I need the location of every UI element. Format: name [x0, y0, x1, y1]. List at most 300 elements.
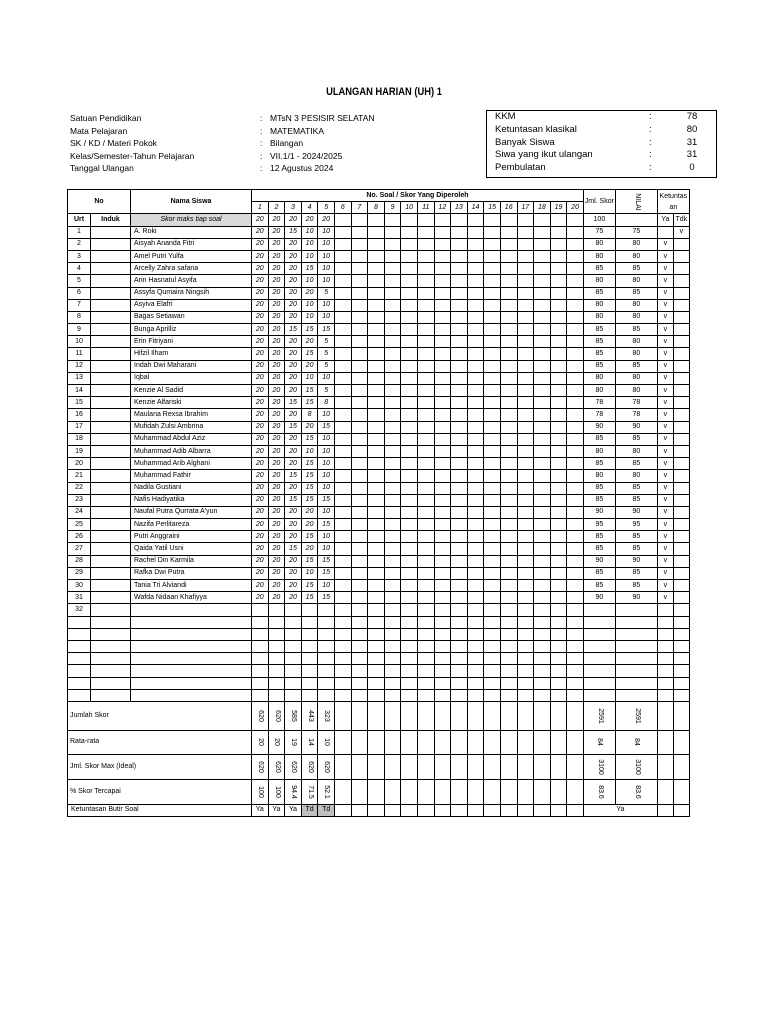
student-score: [434, 263, 451, 275]
summary-value-text: 323: [323, 710, 331, 722]
student-nilai: 80: [615, 372, 657, 384]
summary-value: [301, 754, 318, 779]
empty-cell: [517, 628, 534, 640]
summary-value: [500, 701, 517, 730]
table-row: [68, 324, 690, 336]
empty-cell: [268, 616, 285, 628]
soal-number: 13: [451, 202, 468, 214]
student-score: [417, 385, 434, 397]
student-score: [517, 543, 534, 555]
student-score: [517, 250, 534, 262]
summary-tdk: [673, 730, 689, 754]
student-no: 7: [68, 299, 91, 311]
student-tdk: [673, 348, 689, 360]
empty-cell: [334, 665, 351, 677]
student-induk: [91, 580, 131, 592]
student-score: [384, 287, 401, 299]
student-score: [500, 580, 517, 592]
student-ya: v: [657, 458, 673, 470]
table-row: [68, 421, 690, 433]
student-score: [417, 238, 434, 250]
student-score: [484, 482, 501, 494]
info-value: VII.1/1 - 2024/2025: [270, 150, 343, 161]
student-score: [334, 397, 351, 409]
student-score: [384, 543, 401, 555]
empty-cell: [500, 677, 517, 689]
summary-nilai: [615, 754, 657, 779]
student-score: 20: [252, 555, 269, 567]
student-score: [467, 311, 484, 323]
student-score: [517, 458, 534, 470]
student-score: [417, 445, 434, 457]
student-score: [401, 336, 418, 348]
soal-number: 18: [534, 202, 551, 214]
student-score: 20: [268, 287, 285, 299]
max-score: [368, 214, 385, 226]
student-score: 20: [268, 263, 285, 275]
student-score: [451, 519, 468, 531]
table-row: [68, 336, 690, 348]
student-score: [417, 409, 434, 421]
student-score: 20: [252, 348, 269, 360]
student-induk: [91, 324, 131, 336]
info-colon: :: [260, 113, 263, 123]
student-jml: 90: [583, 555, 615, 567]
summary-value: [434, 701, 451, 730]
empty-cell: [484, 628, 501, 640]
student-score: [484, 409, 501, 421]
butir-status: [368, 804, 385, 816]
summary-value-text: 14: [306, 738, 314, 747]
empty-cell: [285, 677, 302, 689]
student-jml: 78: [583, 397, 615, 409]
student-ya: v: [657, 580, 673, 592]
summary-value: [268, 701, 285, 730]
student-score: [534, 385, 551, 397]
empty-cell: [434, 689, 451, 701]
header-tdk: Tdk: [673, 214, 689, 226]
student-score: [434, 458, 451, 470]
empty-cell: [615, 616, 657, 628]
empty-cell: [500, 640, 517, 652]
student-score: [467, 324, 484, 336]
student-score: [534, 567, 551, 579]
student-score: [550, 421, 567, 433]
student-tdk: [673, 250, 689, 262]
student-score: [467, 409, 484, 421]
student-score: [384, 324, 401, 336]
empty-cell: [434, 616, 451, 628]
student-ya: v: [657, 543, 673, 555]
student-score: 20: [285, 263, 302, 275]
student-score: 20: [252, 360, 269, 372]
student-nilai: 85: [615, 494, 657, 506]
empty-cell: [91, 616, 131, 628]
student-score: [434, 445, 451, 457]
student-tdk: [673, 421, 689, 433]
student-score: [417, 604, 434, 616]
student-no: 8: [68, 311, 91, 323]
header-row: [68, 214, 690, 226]
student-score: [467, 275, 484, 287]
student-score: 20: [285, 348, 302, 360]
student-score: [351, 580, 368, 592]
student-score: [550, 409, 567, 421]
student-score: [368, 592, 385, 604]
summary-value-text: 620: [273, 710, 281, 722]
student-score: [434, 433, 451, 445]
student-score: [517, 372, 534, 384]
summary-value: [534, 701, 551, 730]
table-row: [68, 409, 690, 421]
student-jml: 85: [583, 433, 615, 445]
student-score: [484, 397, 501, 409]
student-score: [500, 336, 517, 348]
student-score: [534, 531, 551, 543]
student-no: 9: [68, 324, 91, 336]
student-induk: [91, 433, 131, 445]
student-score: [368, 299, 385, 311]
student-jml: 85: [583, 531, 615, 543]
student-score: 20: [285, 555, 302, 567]
summary-value: [285, 779, 302, 804]
info-label: SK / KD / Materi Pokok: [70, 138, 157, 149]
student-no: 27: [68, 543, 91, 555]
student-score: [434, 494, 451, 506]
student-score: [567, 360, 584, 372]
student-score: 20: [301, 360, 318, 372]
student-score: [351, 226, 368, 238]
student-score: [401, 409, 418, 421]
student-score: 20: [285, 275, 302, 287]
student-score: 20: [252, 445, 269, 457]
butir-status: Ya: [252, 804, 269, 816]
student-score: [417, 311, 434, 323]
student-score: [451, 506, 468, 518]
student-no: 21: [68, 470, 91, 482]
student-score: [417, 458, 434, 470]
student-score: [384, 397, 401, 409]
student-score: 10: [301, 299, 318, 311]
summary-ya: [657, 754, 673, 779]
student-score: [351, 567, 368, 579]
student-score: [534, 324, 551, 336]
student-score: [567, 385, 584, 397]
student-jml: 80: [583, 470, 615, 482]
butir-status: [434, 804, 451, 816]
student-score: [484, 299, 501, 311]
student-score: [500, 482, 517, 494]
student-score: [567, 348, 584, 360]
student-score: [451, 458, 468, 470]
student-score: [517, 385, 534, 397]
student-score: [550, 531, 567, 543]
student-nilai: 85: [615, 531, 657, 543]
student-score: [334, 360, 351, 372]
student-score: 20: [252, 543, 269, 555]
student-score: [334, 287, 351, 299]
soal-number: 6: [334, 202, 351, 214]
student-score: 20: [285, 482, 302, 494]
empty-cell: [467, 665, 484, 677]
student-score: [500, 409, 517, 421]
summary-value: [500, 730, 517, 754]
empty-cell: [91, 689, 131, 701]
empty-cell: [434, 640, 451, 652]
student-score: [500, 226, 517, 238]
student-no: 15: [68, 397, 91, 409]
summary-ya: [657, 779, 673, 804]
student-score: [334, 580, 351, 592]
student-score: [550, 519, 567, 531]
empty-cell: [334, 640, 351, 652]
student-score: [484, 445, 501, 457]
student-score: [500, 543, 517, 555]
student-ya: v: [657, 397, 673, 409]
summary-value: [301, 730, 318, 754]
student-score: 20: [268, 324, 285, 336]
student-score: 20: [285, 311, 302, 323]
student-score: [334, 592, 351, 604]
student-score: [484, 604, 501, 616]
summary-value-text: 10: [323, 738, 331, 747]
student-score: 20: [285, 360, 302, 372]
max-score: [401, 214, 418, 226]
student-score: [517, 580, 534, 592]
student-score: [550, 250, 567, 262]
summary-value: [318, 779, 335, 804]
student-score: [334, 494, 351, 506]
empty-cell: [334, 653, 351, 665]
student-score: 15: [285, 543, 302, 555]
student-score: [434, 348, 451, 360]
summary-value: [550, 754, 567, 779]
empty-cell: [550, 677, 567, 689]
header-nama: Nama Siswa: [131, 190, 252, 214]
student-score: 20: [252, 433, 269, 445]
kkm-colon: :: [649, 162, 652, 174]
summary-rata: [68, 730, 690, 754]
empty-cell: [268, 677, 285, 689]
student-score: [451, 397, 468, 409]
student-score: [567, 275, 584, 287]
student-name: Putri Anggraini: [131, 531, 252, 543]
student-score: [550, 458, 567, 470]
student-score: [334, 421, 351, 433]
empty-cell: [68, 640, 91, 652]
student-jml: 80: [583, 385, 615, 397]
summary-value-text: 20: [256, 738, 264, 747]
table-row: [68, 628, 690, 640]
empty-cell: [401, 628, 418, 640]
summary-value: [334, 730, 351, 754]
student-tdk: [673, 360, 689, 372]
summary-value: [351, 730, 368, 754]
empty-cell: [517, 689, 534, 701]
student-score: [534, 494, 551, 506]
student-nilai: 80: [615, 470, 657, 482]
student-tdk: [673, 397, 689, 409]
summary-value: [467, 730, 484, 754]
empty-cell: [567, 665, 584, 677]
student-jml: 80: [583, 299, 615, 311]
student-score: [434, 592, 451, 604]
student-jml: 75: [583, 226, 615, 238]
student-score: [467, 604, 484, 616]
student-score: [517, 360, 534, 372]
student-score: [484, 250, 501, 262]
max-score: [451, 214, 468, 226]
butir-status: [417, 804, 434, 816]
student-tdk: v: [673, 226, 689, 238]
empty-cell: [417, 665, 434, 677]
table-row: [68, 665, 690, 677]
empty-cell: [351, 653, 368, 665]
student-nilai: 85: [615, 360, 657, 372]
student-score: [334, 482, 351, 494]
student-score: 20: [285, 385, 302, 397]
student-jml: 85: [583, 482, 615, 494]
empty-cell: [285, 628, 302, 640]
empty-cell: [451, 689, 468, 701]
table-row: [68, 555, 690, 567]
student-score: 10: [318, 580, 335, 592]
student-score: 15: [301, 470, 318, 482]
summary-tdk: [673, 779, 689, 804]
student-jml: 80: [583, 238, 615, 250]
empty-cell: [301, 628, 318, 640]
student-score: 20: [252, 519, 269, 531]
student-score: [368, 263, 385, 275]
empty-cell: [434, 677, 451, 689]
empty-cell: [534, 628, 551, 640]
student-score: [434, 287, 451, 299]
student-no: 2: [68, 238, 91, 250]
student-score: [550, 482, 567, 494]
student-score: [484, 263, 501, 275]
student-score: [417, 470, 434, 482]
butir-status: Ya: [285, 804, 302, 816]
soal-number: 10: [401, 202, 418, 214]
student-score: [534, 360, 551, 372]
student-score: 10: [301, 226, 318, 238]
student-score: [368, 445, 385, 457]
student-score: [534, 336, 551, 348]
empty-cell: [368, 677, 385, 689]
student-score: [368, 385, 385, 397]
student-tdk: [673, 287, 689, 299]
student-score: [434, 506, 451, 518]
empty-cell: [451, 665, 468, 677]
ketuntasan-result: Ya: [583, 804, 657, 816]
soal-number: 15: [484, 202, 501, 214]
empty-cell: [583, 616, 615, 628]
student-jml: 85: [583, 458, 615, 470]
empty-cell: [467, 616, 484, 628]
summary-value: [434, 730, 451, 754]
student-score: [351, 482, 368, 494]
student-name: Muhammad Fathir: [131, 470, 252, 482]
student-score: 10: [301, 372, 318, 384]
kkm-colon: :: [649, 111, 652, 122]
student-score: [401, 250, 418, 262]
empty-cell: [534, 653, 551, 665]
student-score: 20: [268, 506, 285, 518]
empty-cell: [673, 665, 689, 677]
student-score: [484, 287, 501, 299]
student-score: 20: [285, 519, 302, 531]
empty-cell: [131, 665, 252, 677]
table-row: [68, 653, 690, 665]
student-score: [534, 311, 551, 323]
summary-value: [368, 779, 385, 804]
student-induk: [91, 470, 131, 482]
student-score: 20: [268, 592, 285, 604]
empty-cell: [384, 665, 401, 677]
student-score: 15: [301, 397, 318, 409]
student-ya: v: [657, 421, 673, 433]
student-score: [334, 543, 351, 555]
student-score: [334, 506, 351, 518]
student-ya: v: [657, 299, 673, 311]
student-ya: v: [657, 324, 673, 336]
student-score: [351, 543, 368, 555]
empty-cell: [567, 628, 584, 640]
student-score: 20: [252, 250, 269, 262]
summary-value: [451, 730, 468, 754]
student-induk: [91, 604, 131, 616]
student-no: 24: [68, 506, 91, 518]
table-row: [68, 580, 690, 592]
student-no: 19: [68, 445, 91, 457]
student-score: 15: [318, 324, 335, 336]
student-score: [417, 287, 434, 299]
student-score: 20: [285, 336, 302, 348]
empty-cell: [318, 689, 335, 701]
student-score: 20: [252, 494, 269, 506]
student-score: 20: [301, 336, 318, 348]
student-score: [550, 385, 567, 397]
student-score: [351, 287, 368, 299]
student-score: 15: [285, 470, 302, 482]
summary-value: [417, 701, 434, 730]
student-score: [434, 385, 451, 397]
empty-cell: [534, 677, 551, 689]
student-score: [534, 275, 551, 287]
empty-cell: [417, 689, 434, 701]
table-row: [68, 604, 690, 616]
student-score: 15: [301, 494, 318, 506]
student-score: [500, 458, 517, 470]
student-induk: [91, 555, 131, 567]
student-name: Kenzie Al Sadid: [131, 385, 252, 397]
empty-cell: [351, 628, 368, 640]
student-ya: v: [657, 385, 673, 397]
student-score: [384, 506, 401, 518]
max-score: [484, 214, 501, 226]
student-score: [550, 360, 567, 372]
student-score: 20: [301, 421, 318, 433]
student-score: [334, 409, 351, 421]
empty-cell: [517, 677, 534, 689]
student-score: [567, 433, 584, 445]
student-score: [351, 592, 368, 604]
student-score: [417, 250, 434, 262]
student-score: [368, 506, 385, 518]
student-score: [517, 506, 534, 518]
summary-jumlah: [68, 701, 690, 730]
student-score: [451, 275, 468, 287]
